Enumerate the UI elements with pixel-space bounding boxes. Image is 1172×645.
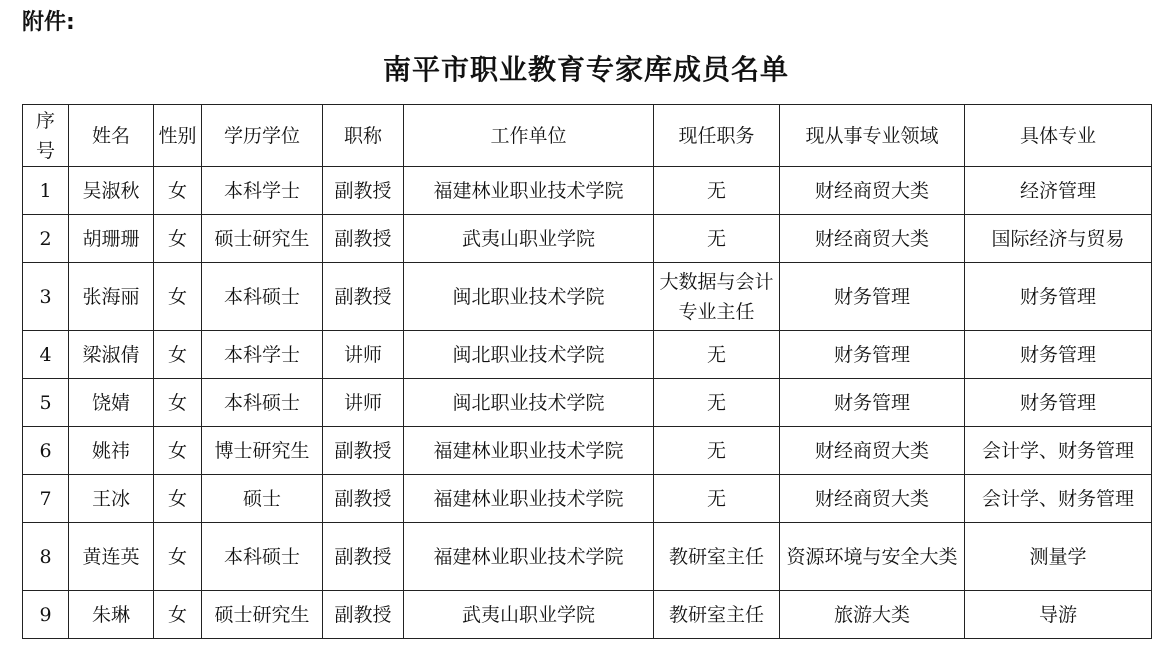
table-row	[23, 331, 1152, 379]
cell-field: 资源环境与安全大类	[780, 523, 965, 591]
cell-specialty: 导游	[965, 591, 1152, 639]
cell-employer: 闽北职业技术学院	[404, 331, 654, 379]
cell-index: 5	[23, 379, 69, 427]
table-header-row	[23, 105, 1152, 167]
cell-field: 旅游大类	[780, 591, 965, 639]
cell-employer: 福建林业职业技术学院	[404, 427, 654, 475]
header-cell-title: 职称	[323, 105, 404, 167]
cell-degree: 本科硕士	[202, 523, 323, 591]
cell-position: 教研室主任	[654, 523, 780, 591]
cell-employer: 武夷山职业学院	[404, 215, 654, 263]
cell-employer: 福建林业职业技术学院	[404, 475, 654, 523]
cell-field: 财经商贸大类	[780, 167, 965, 215]
cell-index: 1	[23, 167, 69, 215]
cell-index: 7	[23, 475, 69, 523]
cell-position: 无	[654, 167, 780, 215]
header-cell-name: 姓名	[69, 105, 154, 167]
cell-index: 2	[23, 215, 69, 263]
table-row	[23, 523, 1152, 591]
cell-gender: 女	[154, 331, 202, 379]
cell-position: 无	[654, 475, 780, 523]
cell-name: 梁淑倩	[69, 331, 154, 379]
cell-gender: 女	[154, 215, 202, 263]
cell-title: 讲师	[323, 379, 404, 427]
cell-position: 教研室主任	[654, 591, 780, 639]
cell-index: 3	[23, 263, 69, 331]
table-row	[23, 167, 1152, 215]
cell-position: 无	[654, 215, 780, 263]
header-cell-gender: 性别	[154, 105, 202, 167]
cell-index: 4	[23, 331, 69, 379]
header-cell-index: 序号	[23, 105, 69, 167]
cell-employer: 福建林业职业技术学院	[404, 167, 654, 215]
cell-position: 无	[654, 427, 780, 475]
cell-position: 无	[654, 379, 780, 427]
header-cell-degree: 学历学位	[202, 105, 323, 167]
cell-title: 副教授	[323, 215, 404, 263]
expert-roster-table	[22, 104, 1152, 639]
cell-degree: 本科学士	[202, 167, 323, 215]
cell-degree: 硕士	[202, 475, 323, 523]
cell-field: 财经商贸大类	[780, 215, 965, 263]
cell-name: 胡珊珊	[69, 215, 154, 263]
header-cell-employer: 工作单位	[404, 105, 654, 167]
cell-field: 财务管理	[780, 331, 965, 379]
cell-employer: 福建林业职业技术学院	[404, 523, 654, 591]
cell-index: 9	[23, 591, 69, 639]
cell-gender: 女	[154, 427, 202, 475]
table-row	[23, 591, 1152, 639]
cell-specialty: 国际经济与贸易	[965, 215, 1152, 263]
cell-name: 王冰	[69, 475, 154, 523]
cell-specialty: 财务管理	[965, 379, 1152, 427]
cell-degree: 博士研究生	[202, 427, 323, 475]
cell-degree: 硕士研究生	[202, 591, 323, 639]
cell-gender: 女	[154, 379, 202, 427]
cell-title: 副教授	[323, 591, 404, 639]
header-cell-position: 现任职务	[654, 105, 780, 167]
cell-degree: 本科学士	[202, 331, 323, 379]
header-cell-specialty: 具体专业	[965, 105, 1152, 167]
cell-name: 黄连英	[69, 523, 154, 591]
cell-position: 无	[654, 331, 780, 379]
cell-specialty: 会计学、财务管理	[965, 427, 1152, 475]
cell-gender: 女	[154, 523, 202, 591]
cell-employer: 闽北职业技术学院	[404, 379, 654, 427]
cell-field: 财经商贸大类	[780, 475, 965, 523]
cell-gender: 女	[154, 167, 202, 215]
cell-name: 朱琳	[69, 591, 154, 639]
cell-field: 财经商贸大类	[780, 427, 965, 475]
header-cell-field: 现从事专业领域	[780, 105, 965, 167]
cell-name: 张海丽	[69, 263, 154, 331]
cell-name: 饶婧	[69, 379, 154, 427]
cell-name: 吴淑秋	[69, 167, 154, 215]
cell-position: 大数据与会计专业主任	[654, 263, 780, 331]
attachment-label: 附件:	[22, 10, 75, 35]
cell-title: 副教授	[323, 475, 404, 523]
cell-degree: 本科硕士	[202, 379, 323, 427]
cell-title: 副教授	[323, 523, 404, 591]
table-row	[23, 427, 1152, 475]
cell-field: 财务管理	[780, 379, 965, 427]
cell-employer: 武夷山职业学院	[404, 591, 654, 639]
table-row	[23, 215, 1152, 263]
cell-gender: 女	[154, 263, 202, 331]
cell-degree: 本科硕士	[202, 263, 323, 331]
cell-title: 副教授	[323, 167, 404, 215]
cell-title: 讲师	[323, 331, 404, 379]
cell-title: 副教授	[323, 263, 404, 331]
cell-gender: 女	[154, 591, 202, 639]
cell-specialty: 经济管理	[965, 167, 1152, 215]
cell-name: 姚祎	[69, 427, 154, 475]
cell-specialty: 财务管理	[965, 331, 1152, 379]
cell-specialty: 测量学	[965, 523, 1152, 591]
cell-index: 8	[23, 523, 69, 591]
cell-specialty: 财务管理	[965, 263, 1152, 331]
table-row	[23, 475, 1152, 523]
cell-employer: 闽北职业技术学院	[404, 263, 654, 331]
cell-title: 副教授	[323, 427, 404, 475]
cell-specialty: 会计学、财务管理	[965, 475, 1152, 523]
cell-index: 6	[23, 427, 69, 475]
table-row	[23, 379, 1152, 427]
cell-field: 财务管理	[780, 263, 965, 331]
cell-gender: 女	[154, 475, 202, 523]
cell-degree: 硕士研究生	[202, 215, 323, 263]
page-title: 南平市职业教育专家库成员名单	[382, 53, 789, 86]
table-row	[23, 263, 1152, 331]
